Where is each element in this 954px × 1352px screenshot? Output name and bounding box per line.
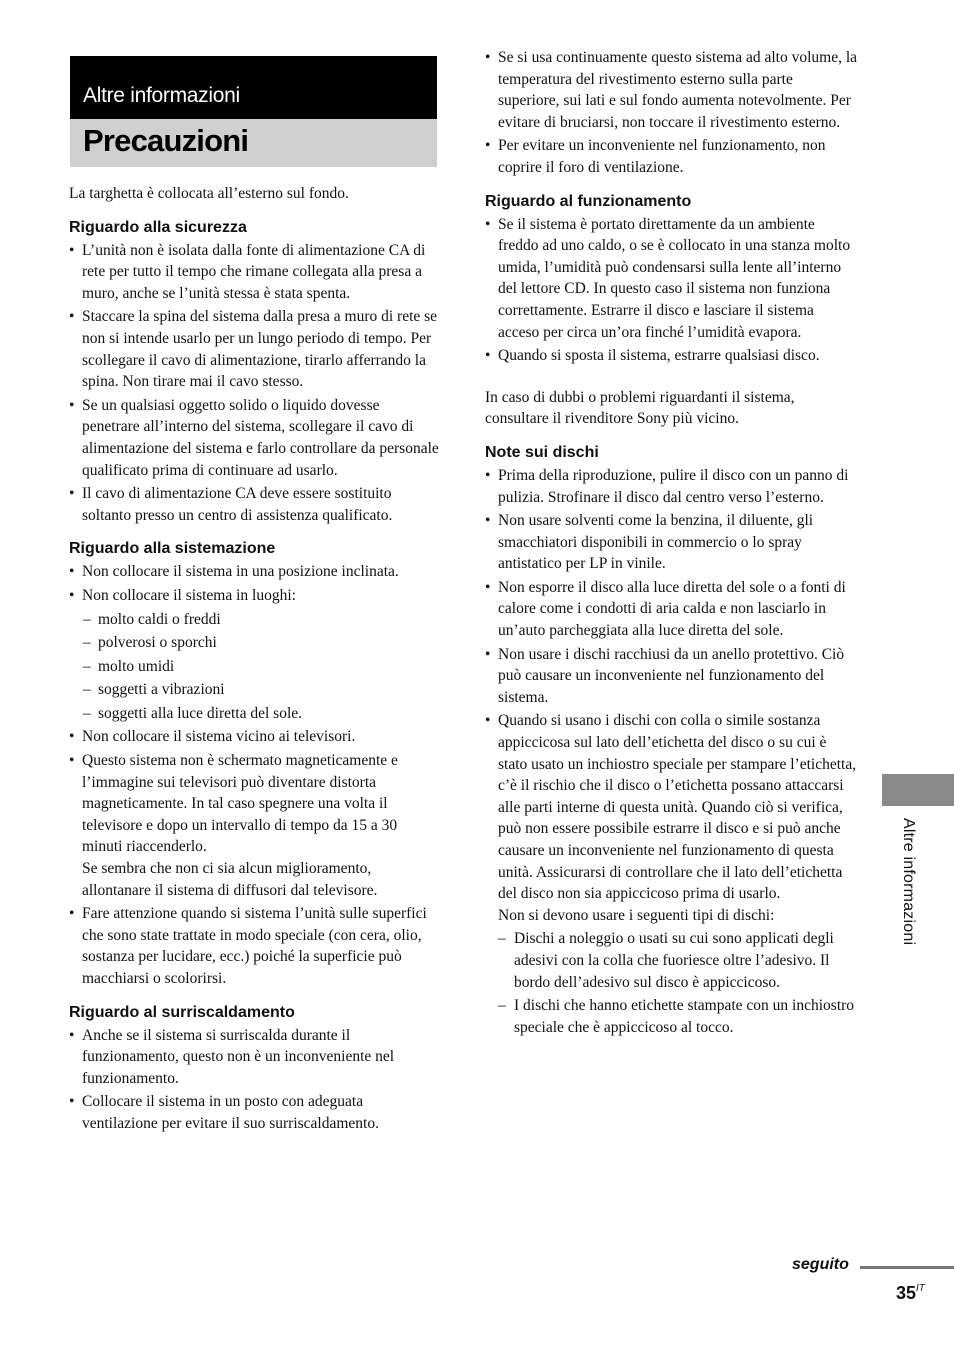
list-item: • Staccare la spina del sistema dalla presa a muro di rete se non si intende usarlo per un lungo periodo di tempo. Per scollegare il cavo di alimentazione, tirarlo afferrando la spina. Non tirare mai il cavo stesso. (69, 306, 441, 392)
section-header (70, 56, 437, 119)
sub-list-item: – Dischi a noleggio o usati su cui sono applicati degli adesivi con la colla che fuoriesce oltre l’adesivo. Il bordo dell’adesivo sul disco è appiccicoso. (485, 928, 857, 993)
list-item: • Per evitare un inconveniente nel funzionamento, non coprire il foro di ventilazione. (485, 135, 857, 178)
list-item: • Se si usa continuamente questo sistema ad alto volume, la temperatura del rivestimento esterno sulla parte superiore, sui lati e sul fondo aumenta notevolmente. Per evitare di bruciarsi, non toccare il rivestimento esterno. (485, 47, 857, 133)
operation-heading: Riguardo al funzionamento (485, 192, 692, 210)
list-item: • Collocare il sistema in un posto con adeguata ventilazione per evitare il suo surriscaldamento. (69, 1091, 441, 1134)
list-item: • Se il sistema è portato direttamente da un ambiente freddo ad uno caldo, o se è collocato in una stanza molto umida, l’umidità può condensarsi sulla lente all’interno del lettore CD. In questo caso il sistema non funziona correttamente. Estrarre il disco e lasciare il sistema acceso per circa un’ora finché l’umidità evapora. (485, 214, 857, 344)
sub-list-item: – molto umidi (69, 656, 441, 678)
page-number (896, 1283, 925, 1304)
sub-list-item: – soggetti alla luce diretta del sole. (69, 703, 441, 725)
page-number-value: 35 (896, 1283, 917, 1303)
left-column (69, 183, 441, 1137)
section-title: Altre informazioni (83, 84, 240, 107)
continued-rule (860, 1266, 954, 1269)
side-tab-label: Altre informazioni (900, 818, 917, 946)
list-item: • L’unità non è isolata dalla fonte di alimentazione CA di rete per tutto il tempo che rimane collegata alla presa a muro, anche se l’unità stessa è stata spenta. (69, 240, 441, 305)
list-item (69, 750, 441, 901)
safety-heading: Riguardo alla sicurezza (69, 218, 247, 236)
list-item (485, 710, 857, 926)
list-item-text: Questo sistema non è schermato magneticamente e l’immagine sui televisori può diventare distorta magneticamente. In tal caso spegnere una volta il televisore e dopo un intervallo di tempo da 15 a 30 minuti riaccenderlo. (82, 752, 398, 856)
operation-list (485, 214, 857, 367)
list-item: • Non collocare il sistema in una posizione inclinata. (69, 561, 441, 583)
list-item-note: Se sembra che non ci sia alcun miglioramento, allontanare il sistema di diffusori dal televisore. (82, 860, 378, 899)
title-header (70, 119, 437, 167)
list-item: • Anche se il sistema si surriscalda durante il funzionamento, questo non è un inconveniente nel funzionamento. (69, 1025, 441, 1090)
continued-label: seguito (792, 1256, 849, 1273)
list-item: • Prima della riproduzione, pulire il disco con un panno di pulizia. Strofinare il disco dal centro verso l’esterno. (485, 465, 857, 508)
page-number-suffix: IT (916, 1283, 925, 1294)
sub-list-item: – soggetti a vibrazioni (69, 679, 441, 701)
list-item: • Non collocare il sistema vicino ai televisori. (69, 726, 441, 748)
list-item: • Il cavo di alimentazione CA deve essere sostituito soltanto presso un centro di assistenza qualificato. (69, 483, 441, 526)
safety-list (69, 240, 441, 527)
sub-list-item: – molto caldi o freddi (69, 609, 441, 631)
overheating-heading: Riguardo al surriscaldamento (69, 1003, 295, 1021)
discs-heading: Note sui dischi (485, 443, 599, 461)
sub-list-item: – polverosi o sporchi (69, 632, 441, 654)
page-title: Precauzioni (83, 123, 249, 158)
discs-list (485, 465, 857, 1038)
list-item: • Non usare i dischi racchiusi da un anello protettivo. Ciò può causare un inconveniente nel funzionamento del sistema. (485, 644, 857, 709)
list-item-text: Quando si usano i dischi con colla o simile sostanza appiccicosa sul lato dell’etichetta del disco o su cui è stato usato un inchiostro speciale per stampare l’etichetta, c’è il rischio che il disco o l’etichetta possano attaccarsi alle parti interne di questa unità. Quando ciò si verifica, può non essere possibile estrarre il disco e si può anche causare un inconveniente nel funzionamento di questa unità. Assicurarsi di controllare che il lato dell’etichetta del disco non sia appiccicoso prima di usarlo. (498, 712, 857, 903)
overheating-continued-list (485, 47, 857, 179)
placement-heading: Riguardo alla sistemazione (69, 540, 276, 558)
contact-text: In caso di dubbi o problemi riguardanti il sistema, consultare il rivenditore Sony più vicino. (485, 388, 795, 428)
list-item: • Quando si sposta il sistema, estrarre qualsiasi disco. (485, 345, 857, 367)
list-item: • Se un qualsiasi oggetto solido o liquido dovesse penetrare all’interno del sistema, scollegare il cavo di alimentazione del sistema e farlo controllare da personale qualificato prima di continuare ad usarlo. (69, 395, 441, 481)
right-column (485, 45, 857, 1040)
list-item: • Non usare solventi come la benzina, il diluente, gli smacchiatori disponibili in commercio o lo spray antistatico per LP in vinile. (485, 510, 857, 575)
intro-text: La targhetta è collocata all’esterno sul fondo. (69, 185, 349, 202)
list-item: • Fare attenzione quando si sistema l’unità sulle superfici che sono state trattate in modo speciale (con cera, olio, sostanza per lucidare, ecc.) poiché la superficie può macchiarsi o scolorirsi. (69, 903, 441, 989)
list-item: • Non collocare il sistema in luoghi: (69, 585, 441, 607)
list-item: • Non esporre il disco alla luce diretta del sole o a fonti di calore come i condotti di aria calda e non lasciarlo in un’auto parcheggiata alla luce diretta del sole. (485, 577, 857, 642)
placement-list (69, 561, 441, 989)
list-item-note: Non si devono usare i seguenti tipi di dischi: (498, 906, 775, 924)
overheating-list (69, 1025, 441, 1135)
sub-list-item: – I dischi che hanno etichette stampate con un inchiostro speciale che è appiccicoso al tocco. (485, 995, 857, 1038)
side-tab-marker (882, 774, 954, 806)
